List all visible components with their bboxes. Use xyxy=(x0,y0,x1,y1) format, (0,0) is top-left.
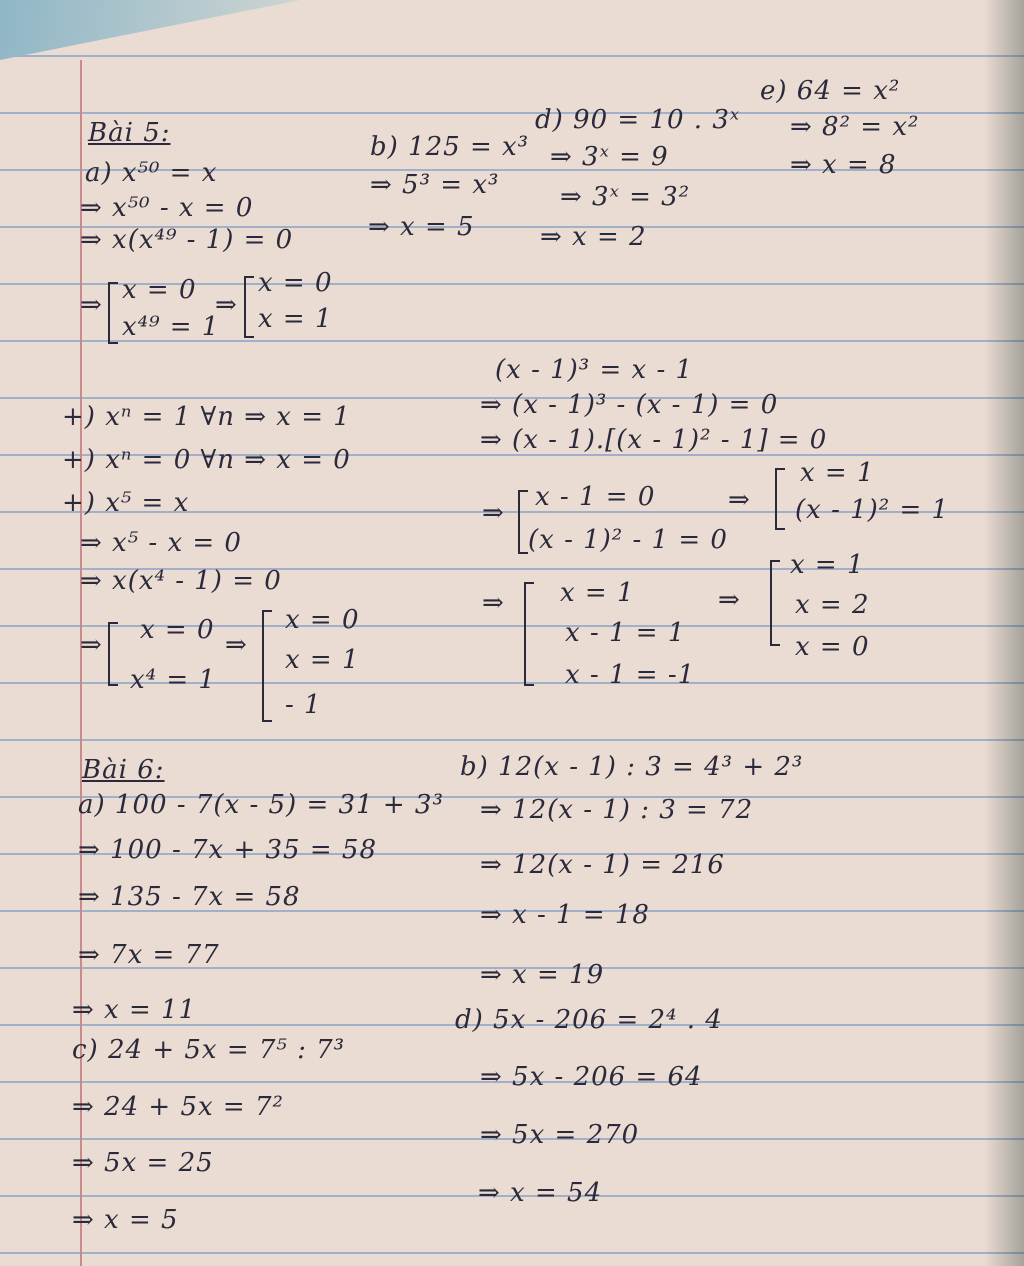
line: d) 5x - 206 = 2⁴ . 4 xyxy=(455,1005,723,1035)
line: ⇒ x⁵ - x = 0 xyxy=(80,528,242,558)
bracket xyxy=(244,276,254,338)
line: (x - 1)³ = x - 1 xyxy=(495,355,694,385)
line: +) xⁿ = 0 ∀n ⇒ x = 0 xyxy=(62,445,351,475)
line: x = 1 xyxy=(790,550,865,580)
line: ⇒ (x - 1).[(x - 1)² - 1] = 0 xyxy=(480,425,828,455)
line: +) xⁿ = 1 ∀n ⇒ x = 1 xyxy=(62,402,351,432)
bracket xyxy=(108,622,118,686)
line: (x - 1)² - 1 = 0 xyxy=(528,525,728,555)
line: ⇒ x = 54 xyxy=(478,1178,603,1208)
bracket xyxy=(770,560,780,646)
line: ⇒ x = 8 xyxy=(790,150,897,180)
line: ⇒ xyxy=(482,498,505,528)
line: ⇒ xyxy=(215,290,238,320)
line: ⇒ 100 - 7x + 35 = 58 xyxy=(78,835,377,865)
line: ⇒ 5³ = x³ xyxy=(370,170,500,200)
line: ⇒ x = 5 xyxy=(72,1205,179,1235)
line: ⇒ 7x = 77 xyxy=(78,940,220,970)
line: x⁴⁹ = 1 xyxy=(122,312,220,342)
line: ⇒ 12(x - 1) : 3 = 72 xyxy=(480,795,754,825)
bracket xyxy=(262,610,272,722)
bracket xyxy=(518,490,528,554)
line: x - 1 = 1 xyxy=(565,618,686,648)
line: x = 1 xyxy=(258,304,333,334)
line: a) x⁵⁰ = x xyxy=(85,158,218,188)
line: ⇒ x = 11 xyxy=(72,995,197,1025)
line: x - 1 = -1 xyxy=(565,660,696,690)
bracket xyxy=(108,282,118,344)
line: ⇒ xyxy=(225,630,248,660)
line: ⇒ 24 + 5x = 7² xyxy=(72,1092,284,1122)
page-edge-shadow xyxy=(984,0,1024,1266)
line: x = 1 xyxy=(285,645,360,675)
line: ⇒ xyxy=(482,588,505,618)
line: ⇒ x = 5 xyxy=(368,212,475,242)
heading-bai-6: Bài 6: xyxy=(82,755,165,785)
line: x = 0 xyxy=(795,632,870,662)
line: ⇒ 3ˣ = 3² xyxy=(560,182,691,212)
line: b) 12(x - 1) : 3 = 4³ + 2³ xyxy=(460,752,804,782)
line: e) 64 = x² xyxy=(760,76,901,106)
line: ⇒ x(x⁴⁹ - 1) = 0 xyxy=(80,225,294,255)
line: ⇒ xyxy=(728,485,751,515)
line: x = 2 xyxy=(795,590,870,620)
line: x⁴ = 1 xyxy=(130,665,216,695)
bracket xyxy=(524,582,534,686)
line: ⇒ 5x - 206 = 64 xyxy=(480,1062,703,1092)
line: x = 0 xyxy=(285,605,360,635)
line: x - 1 = 0 xyxy=(535,482,656,512)
line: (x - 1)² = 1 xyxy=(795,495,950,525)
line: ⇒ x⁵⁰ - x = 0 xyxy=(80,193,254,223)
line: b) 125 = x³ xyxy=(370,132,530,162)
line: ⇒ 5x = 25 xyxy=(72,1148,214,1178)
line: x = 1 xyxy=(560,578,635,608)
line: a) 100 - 7(x - 5) = 31 + 3³ xyxy=(78,790,444,820)
line: x = 0 xyxy=(258,268,333,298)
line: x = 0 xyxy=(122,275,197,305)
line: ⇒ xyxy=(80,290,103,320)
line: +) x⁵ = x xyxy=(62,488,190,518)
line: d) 90 = 10 . 3ˣ xyxy=(535,105,741,135)
line: ⇒ x - 1 = 18 xyxy=(480,900,650,930)
line: ⇒ xyxy=(718,585,741,615)
line: c) 24 + 5x = 7⁵ : 7³ xyxy=(72,1035,346,1065)
line: ⇒ 3ˣ = 9 xyxy=(550,142,669,172)
heading-bai-5: Bài 5: xyxy=(88,118,171,148)
line: ⇒ 12(x - 1) = 216 xyxy=(480,850,725,880)
line: - 1 xyxy=(285,690,322,720)
bracket xyxy=(775,468,785,530)
line: ⇒ 8² = x² xyxy=(790,112,920,142)
line: ⇒ x = 2 xyxy=(540,222,647,252)
line: ⇒ xyxy=(80,630,103,660)
line: ⇒ (x - 1)³ - (x - 1) = 0 xyxy=(480,390,779,420)
line: ⇒ 5x = 270 xyxy=(480,1120,640,1150)
line: ⇒ x(x⁴ - 1) = 0 xyxy=(80,566,282,596)
line: x = 0 xyxy=(140,615,215,645)
line: ⇒ 135 - 7x = 58 xyxy=(78,882,301,912)
line: ⇒ x = 19 xyxy=(480,960,605,990)
line: x = 1 xyxy=(800,458,875,488)
